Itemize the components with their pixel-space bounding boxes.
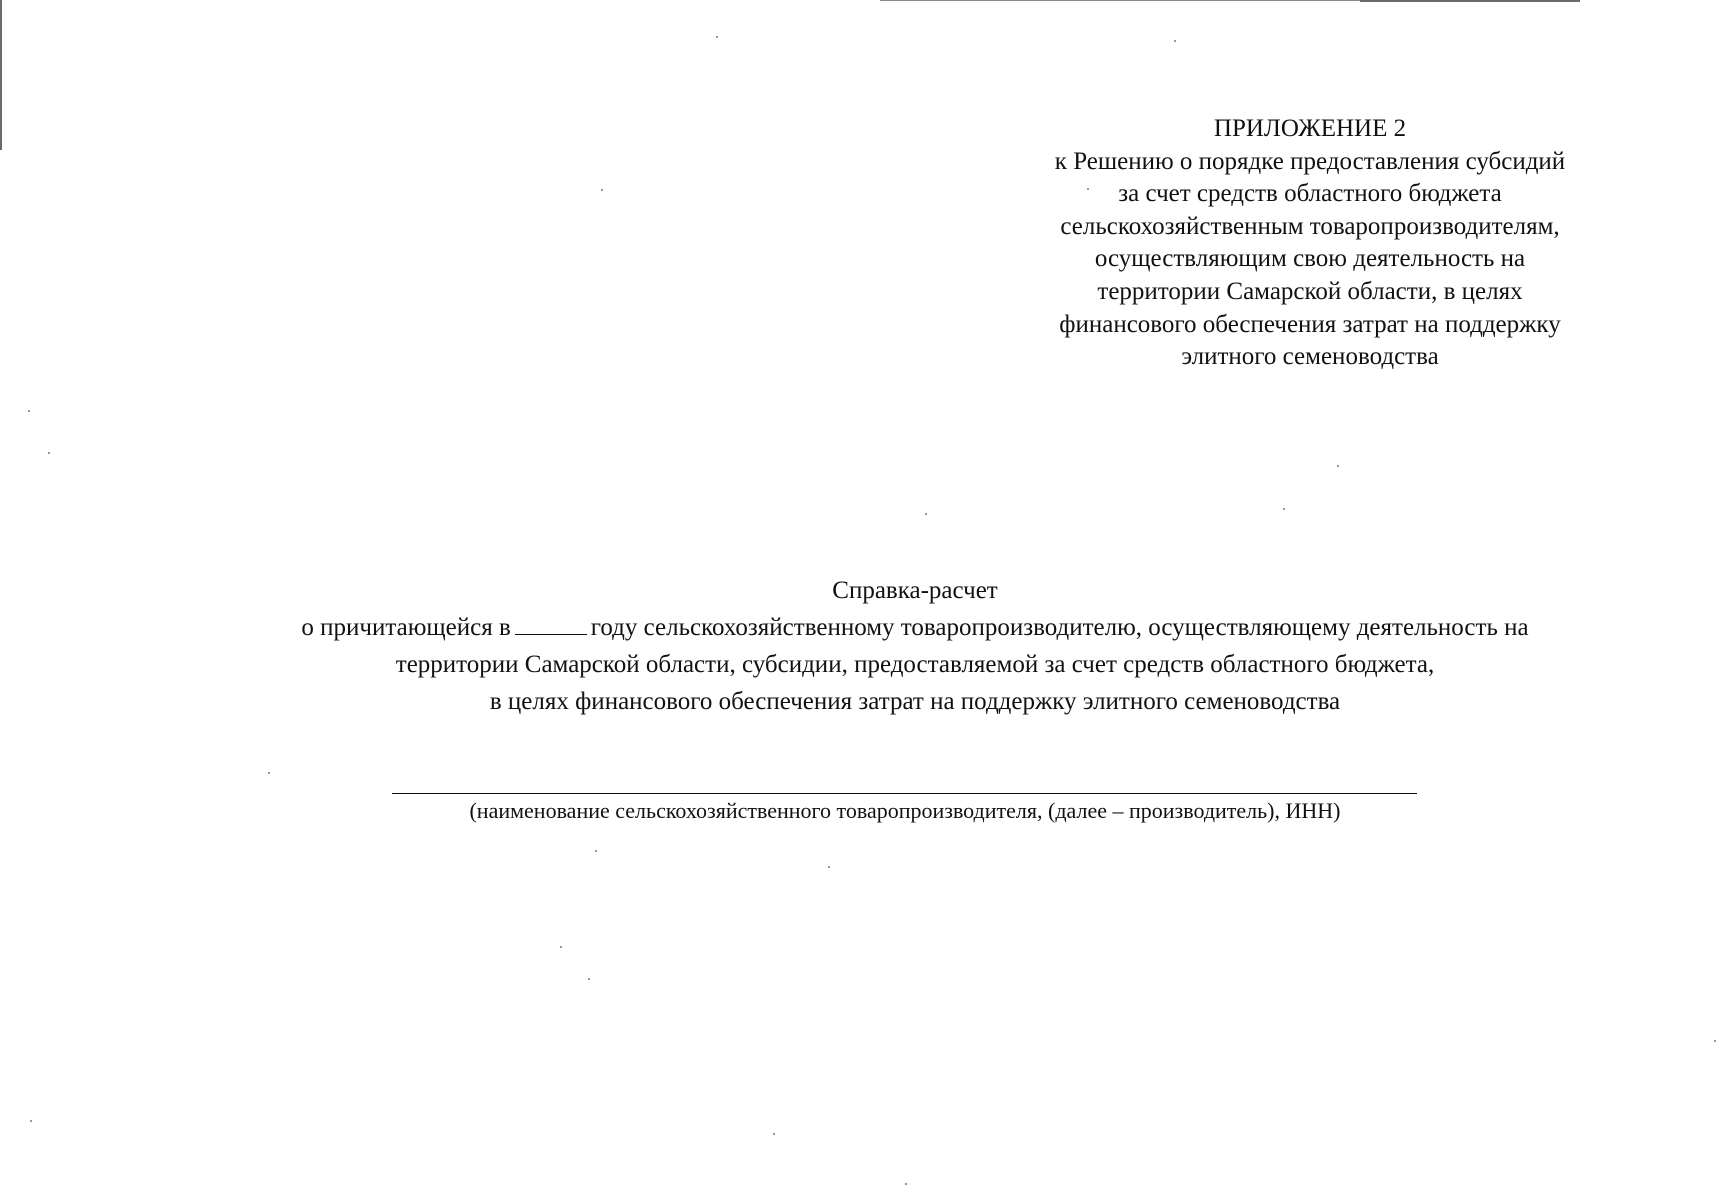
appendix-line: территории Самарской области, в целях — [1097, 277, 1523, 305]
certificate-line-2: территории Самарской области, субсидии, предоставляемой за счет средств областного бюджета, — [395, 651, 1435, 678]
scan-speck — [1714, 1040, 1716, 1042]
scan-speck — [28, 410, 30, 412]
appendix-line: элитного семеноводства — [1181, 343, 1439, 371]
appendix-header — [990, 113, 1630, 374]
scan-speck — [588, 978, 590, 980]
appendix-line: за счет средств областного бюджета — [1118, 180, 1502, 208]
scan-speck — [716, 36, 718, 38]
scan-speck — [773, 1133, 775, 1135]
appendix-line: к Решению о порядке предоставления субсидий — [1054, 147, 1566, 175]
producer-name-line — [392, 793, 1417, 794]
appendix-line: финансового обеспечения затрат на поддержку — [1059, 310, 1561, 338]
certificate-line-1-end: году сельскохозяйственному товаропроизводителю, осуществляющему деятельность на — [590, 614, 1529, 641]
scan-speck — [268, 772, 270, 774]
appendix-line: осуществляющим свою деятельность на — [1094, 245, 1526, 273]
scan-speck — [905, 1183, 907, 1185]
appendix-title: ПРИЛОЖЕНИЕ 2 — [1213, 115, 1407, 142]
scan-speck — [925, 513, 927, 515]
appendix-line: сельскохозяйственным товаропроизводителям, — [1060, 212, 1560, 240]
year-blank-field — [515, 633, 587, 635]
producer-name-caption: (наименование сельскохозяйственного товаропроизводителя, (далее – производитель), ИНН) — [469, 798, 1341, 823]
certificate-title: Справка-расчет — [832, 577, 998, 604]
scan-speck — [1283, 508, 1285, 510]
certificate-line-1 — [160, 609, 1670, 646]
scan-speck — [560, 946, 562, 948]
scan-speck — [30, 1120, 32, 1122]
scan-top-line-short — [1360, 0, 1580, 2]
certificate-line-1-start: о причитающейся в — [301, 614, 511, 641]
scan-edge-mark — [0, 0, 2, 150]
scan-speck — [601, 189, 603, 191]
scan-speck — [595, 850, 597, 852]
scan-speck — [48, 452, 50, 454]
certificate-title-block — [160, 572, 1670, 720]
scan-speck — [828, 866, 830, 868]
certificate-line-3: в целях финансового обеспечения затрат на поддержку элитного семеноводства — [489, 688, 1341, 715]
scan-speck — [1174, 40, 1176, 42]
scan-speck — [1337, 465, 1339, 467]
